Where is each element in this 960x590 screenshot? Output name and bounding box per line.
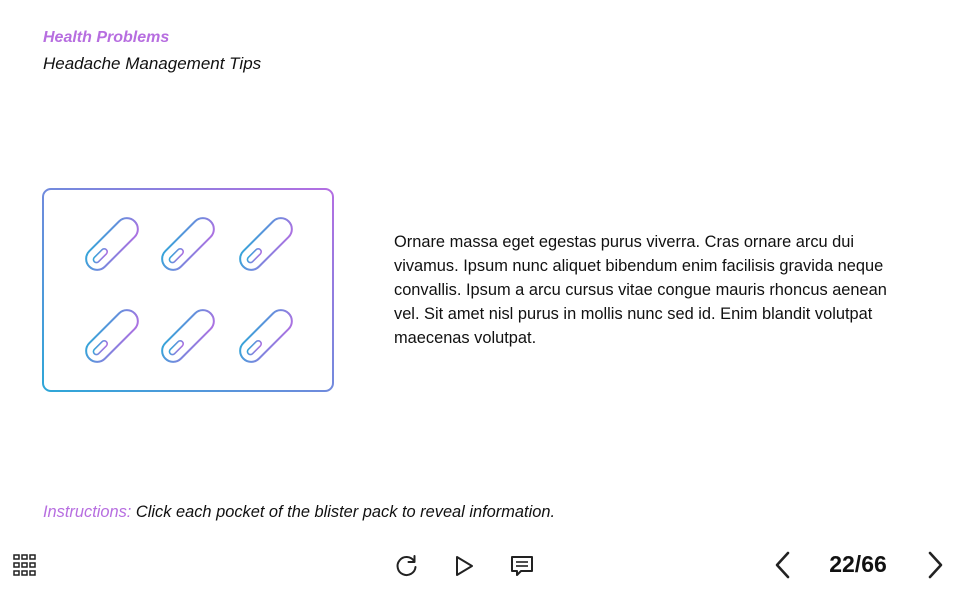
- blister-pack-frame: [43, 189, 333, 391]
- instructions-label: Instructions:: [43, 503, 132, 521]
- grid-icon: [12, 552, 38, 578]
- instructions: [43, 503, 555, 522]
- chevron-left-icon: [770, 549, 796, 581]
- slide-title: Headache Management Tips: [43, 54, 262, 73]
- blister-pocket-3[interactable]: [236, 214, 297, 275]
- replay-button[interactable]: [394, 553, 420, 579]
- blister-pocket-1[interactable]: [82, 214, 143, 275]
- blister-pack: [42, 188, 334, 392]
- blister-pocket-6[interactable]: [236, 306, 297, 367]
- play-button[interactable]: [452, 553, 478, 579]
- page-counter: 22/66: [829, 551, 887, 577]
- play-icon: [452, 553, 478, 579]
- menu-button[interactable]: [12, 552, 38, 578]
- chevron-right-icon: [922, 549, 948, 581]
- notes-button[interactable]: [509, 553, 535, 579]
- next-slide-button[interactable]: [922, 549, 948, 581]
- notes-icon: [509, 553, 535, 579]
- course-category: Health Problems: [43, 29, 170, 46]
- blister-pocket-2[interactable]: [158, 214, 219, 275]
- previous-slide-button[interactable]: [770, 549, 796, 581]
- replay-icon: [394, 553, 420, 579]
- blister-pocket-5[interactable]: [158, 306, 219, 367]
- blister-pocket-4[interactable]: [82, 306, 143, 367]
- instructions-text: Click each pocket of the blister pack to reveal information.: [131, 503, 556, 521]
- blister-pack-illustration: [42, 188, 334, 392]
- content-paragraph: Ornare massa eget egestas purus viverra. Cras ornare arcu dui vivamus. Ipsum nunc aliquet bibendum enim facilisis gravida neque convallis. Ipsum a arcu cursus vitae congue mauris rhoncus aenean vel. Sit amet nisl purus in mollis nunc sed id. Enim blandit volutpat maecenas volutpat.: [394, 233, 887, 347]
